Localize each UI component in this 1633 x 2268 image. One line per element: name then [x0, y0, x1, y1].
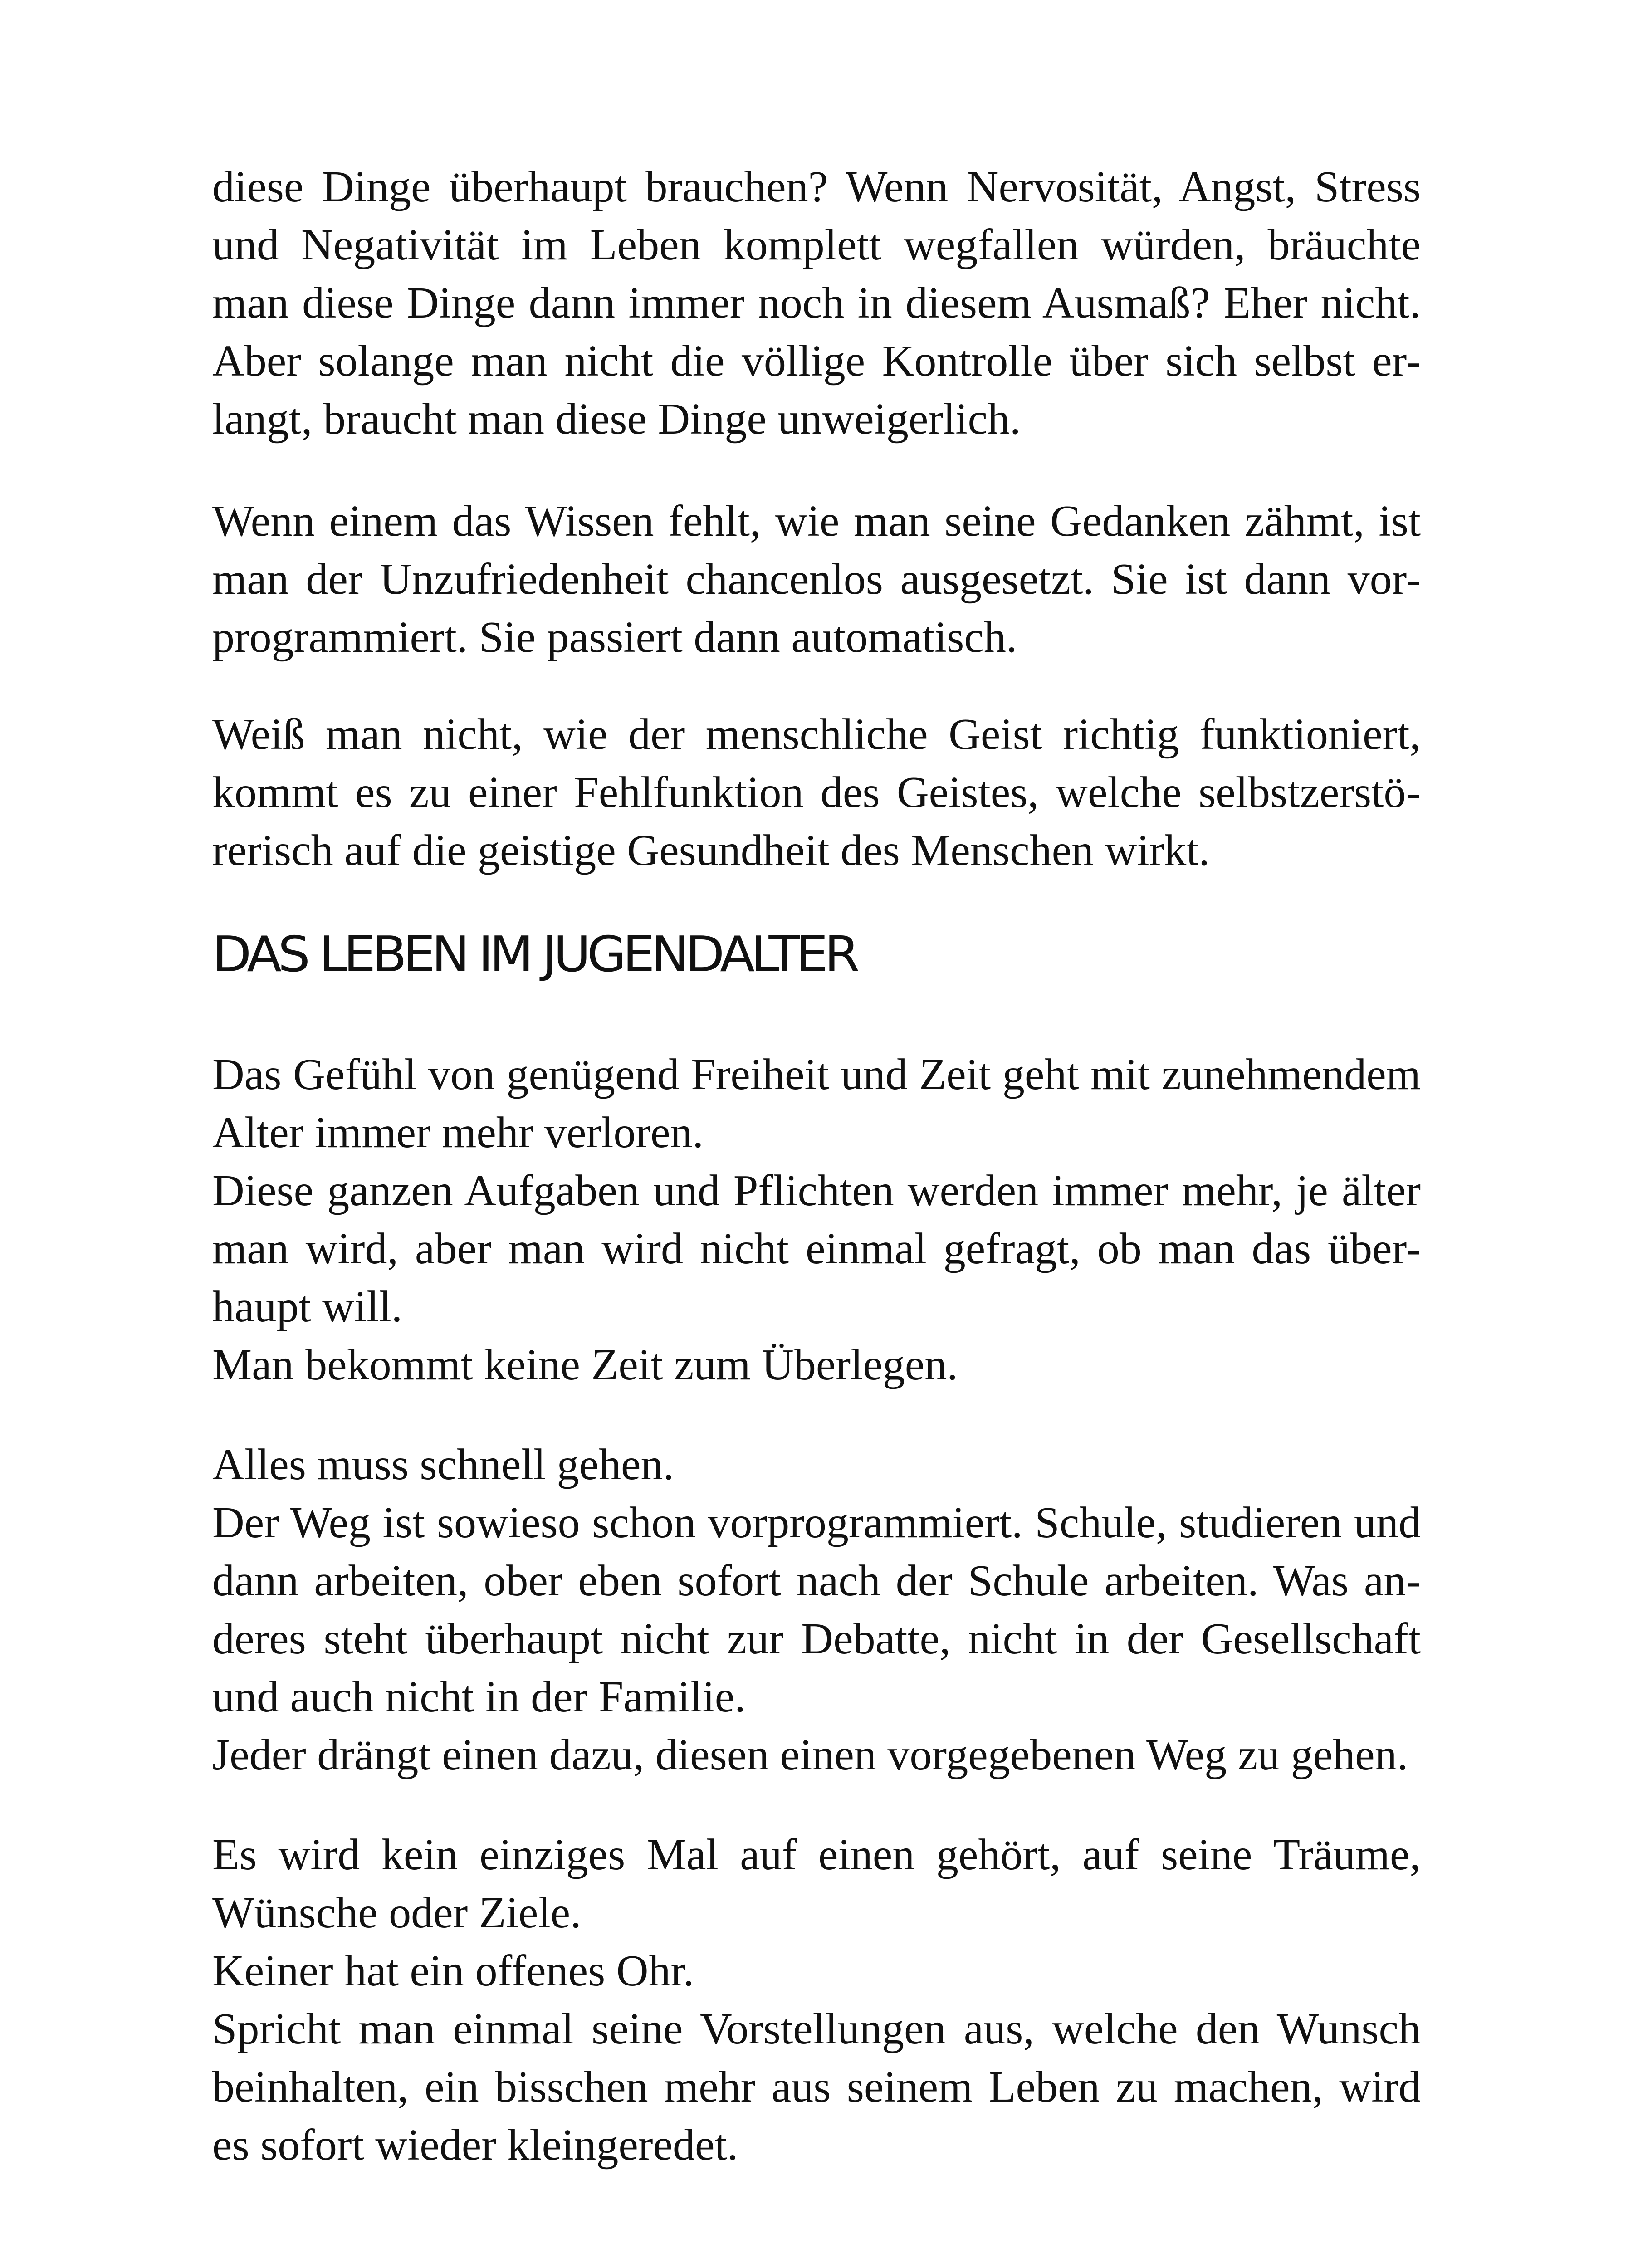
paragraph-line: Es wird kein einziges Mal auf einen gehört, auf seine Träume, [212, 1830, 1421, 1879]
paragraph-line: Der Weg ist sowieso schon vorprogrammiert. Schule, studieren und [212, 1498, 1421, 1547]
paragraph-line: Wenn einem das Wissen fehlt, wie man seine Gedanken zähmt, ist [212, 497, 1421, 546]
paragraph-line: haupt will. [212, 1282, 403, 1331]
paragraph-line: Spricht man einmal seine Vorstellungen aus, welche den Wunsch [212, 2004, 1421, 2053]
paragraph-line: man der Unzufriedenheit chancenlos ausgesetzt. Sie ist dann vor- [212, 555, 1421, 604]
paragraph-line: Diese ganzen Aufgaben und Pflichten werden immer mehr, je älter [212, 1166, 1421, 1215]
paragraph-line: langt, braucht man diese Dinge unweigerlich. [212, 395, 1021, 444]
paragraph-line: programmiert. Sie passiert dann automatisch. [212, 613, 1017, 662]
paragraph-line: beinhalten, ein bisschen mehr aus seinem Leben zu machen, wird [212, 2063, 1421, 2112]
paragraph-line: man diese Dinge dann immer noch in diesem Ausmaß? Eher nicht. [212, 279, 1421, 327]
paragraph-line: Weiß man nicht, wie der menschliche Geist richtig funktioniert, [212, 710, 1421, 759]
paragraph-line: und Negativität im Leben komplett wegfallen würden, bräuchte [212, 220, 1421, 269]
paragraph-line: Alter immer mehr verloren. [212, 1108, 704, 1157]
paragraph-1 [212, 158, 1421, 448]
paragraph-2 [212, 492, 1421, 666]
paragraph-line: Man bekommt keine Zeit zum Überlegen. [212, 1340, 958, 1389]
paragraph-line: Alles muss schnell gehen. [212, 1440, 674, 1489]
paragraph-line: man wird, aber man wird nicht einmal gefragt, ob man das über- [212, 1224, 1421, 1273]
paragraph-line: diese Dinge überhaupt brauchen? Wenn Nervosität, Angst, Stress [212, 162, 1421, 211]
section-heading: DAS LEBEN IM JUGENDALTER [212, 926, 856, 983]
paragraph-line: kommt es zu einer Fehlfunktion des Geistes, welche selbstzerstö- [212, 768, 1421, 817]
paragraph-line: Jeder drängt einen dazu, diesen einen vorgegebenen Weg zu gehen. [212, 1730, 1408, 1779]
paragraph-line: rerisch auf die geistige Gesundheit des Menschen wirkt. [212, 826, 1210, 875]
paragraph-line: Aber solange man nicht die völlige Kontrolle über sich selbst er- [212, 337, 1421, 386]
paragraph-line: Wünsche oder Ziele. [212, 1888, 582, 1937]
paragraph-5 [212, 1436, 1421, 1784]
paragraph-line: Das Gefühl von genügend Freiheit und Zeit geht mit zunehmendem [212, 1050, 1421, 1099]
paragraph-line: und auch nicht in der Familie. [212, 1672, 746, 1721]
paragraph-line: es sofort wieder kleingeredet. [212, 2121, 738, 2170]
paragraph-line: deres steht überhaupt nicht zur Debatte, nicht in der Gesellschaft [212, 1614, 1421, 1663]
paragraph-line: Keiner hat ein offenes Ohr. [212, 1946, 694, 1995]
paragraph-line: dann arbeiten, ober eben sofort nach der Schule arbeiten. Was an- [212, 1556, 1421, 1605]
paragraph-6 [212, 1826, 1421, 2174]
paragraph-4 [212, 1046, 1421, 1394]
paragraph-3 [212, 705, 1421, 880]
